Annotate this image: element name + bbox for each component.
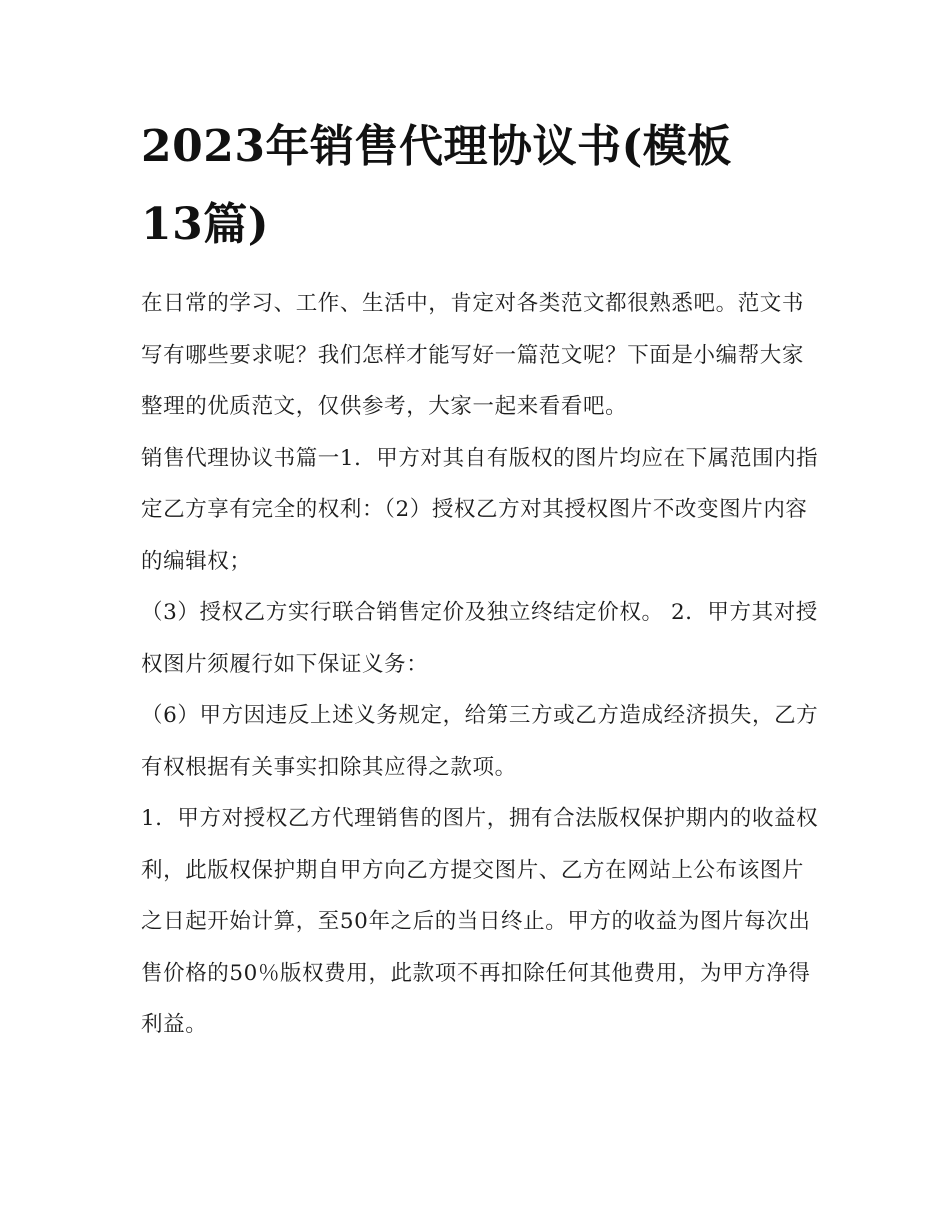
- paragraph-intro: 在日常的学习、工作、生活中，肯定对各类范文都很熟悉吧。范文书写有哪些要求呢？我们怎样才能写好一篇范文呢？下面是小编帮大家整理的优质范文，仅供参考，大家一起来看看吧。: [141, 291, 805, 419]
- paragraph-revenue-terms: 1．甲方对授权乙方代理销售的图片，拥有合法版权保护期内的收益权利，此版权保护期自甲方向乙方提交图片、乙方在网站上公布该图片之日起开始计算，至50年之后的当日终止。甲方的收益为图片每次出售价格的50％版权费用，此款项不再扣除任何其他费用，为甲方净得利益。: [141, 806, 819, 1037]
- paragraph-clause-6: （6）甲方因违反上述义务规定，给第三方或乙方造成经济损失，乙方有权根据有关事实扣除其应得之款项。: [141, 703, 819, 780]
- paragraph-article-1: 销售代理协议书篇一1．甲方对其自有版权的图片均应在下属范围内指定乙方享有完全的权利：（2）授权乙方对其授权图片不改变图片内容的编辑权；: [141, 445, 819, 574]
- document-body: [141, 278, 821, 1051]
- document-content: [141, 108, 821, 1051]
- paragraph-clause-3: （3）授权乙方实行联合销售定价及独立终结定价权。 2．甲方其对授权图片须履行如下保证义务：: [141, 600, 818, 677]
- document-title: 2023年销售代理协议书(模板 13篇): [141, 121, 732, 250]
